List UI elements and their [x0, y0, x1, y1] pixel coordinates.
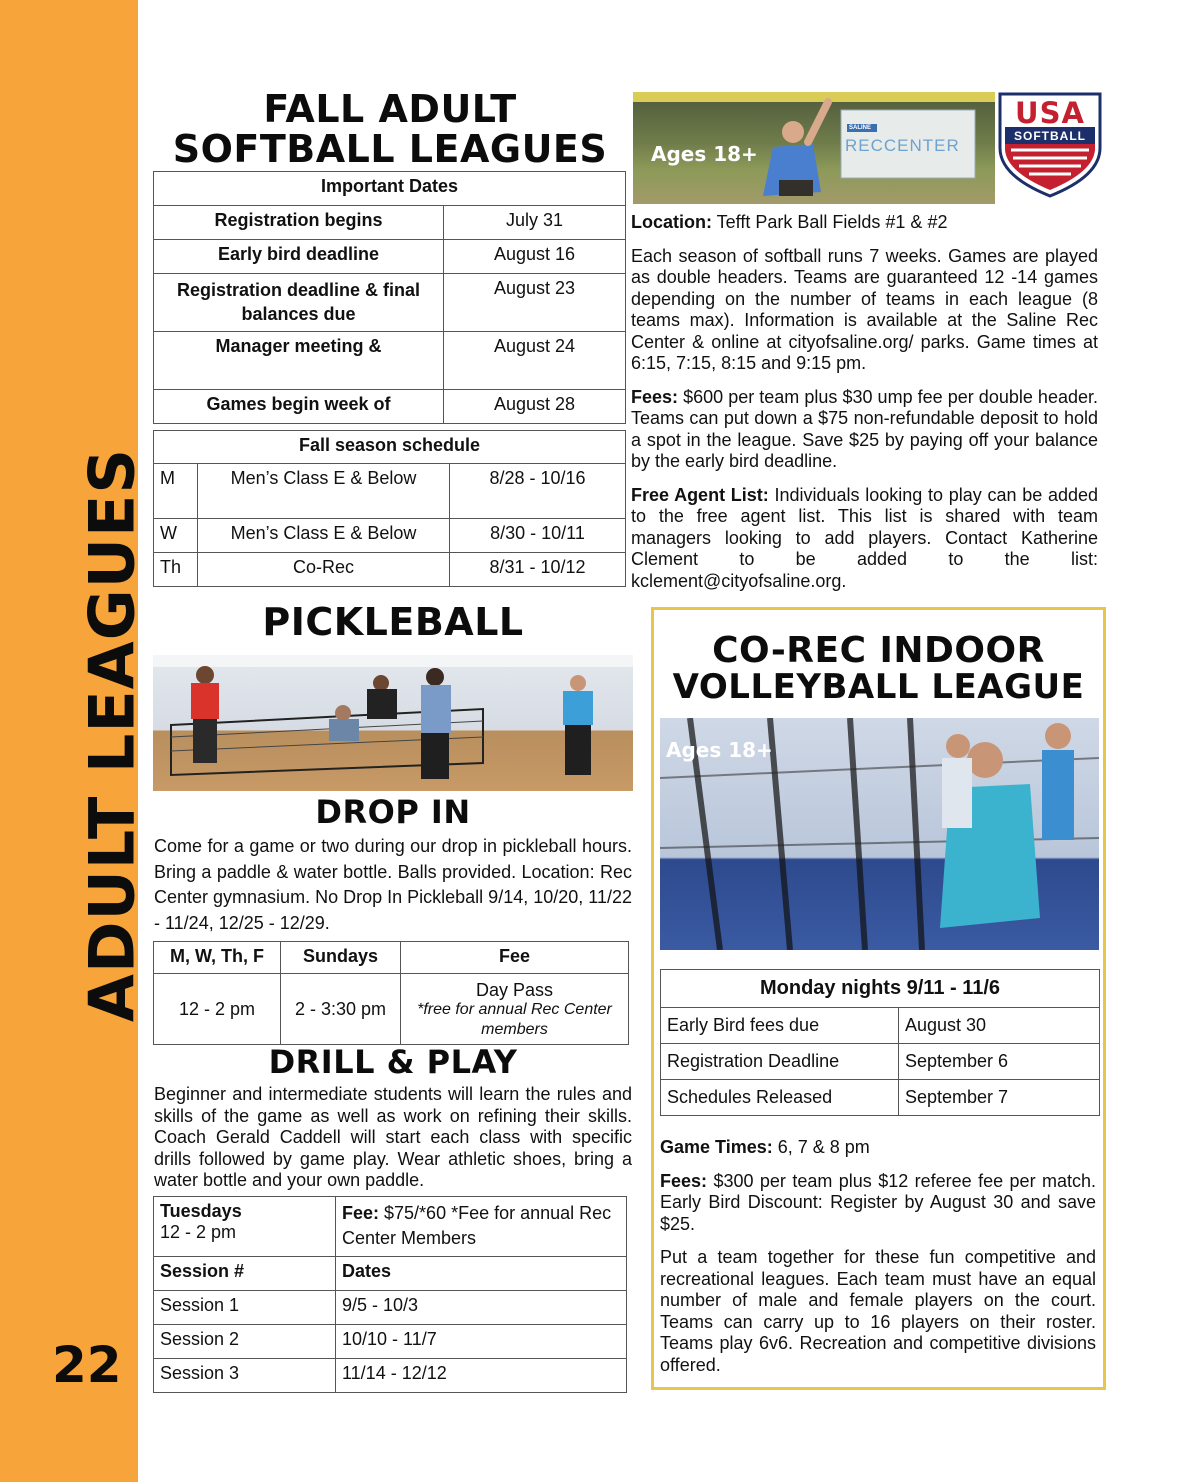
drop-in-title: DROP IN — [315, 793, 471, 831]
schedule-dates: 8/28 - 10/16 — [450, 464, 626, 519]
volleyball-row-date: September 7 — [899, 1080, 1100, 1116]
drill-time: 12 - 2 pm — [160, 1222, 237, 1242]
softball-description: Each season of softball runs 7 weeks. Games are played as double headers. Teams are guaranteed 12 -14 games depending on the number of teams in each league (8 teams max). Information is available at the Saline Rec Center & online at cityofsaline.org/ parks. Game times at 6:15, 7:15, 8:15 and 9:15 pm. — [631, 245, 1098, 373]
softball-info — [631, 212, 1098, 604]
volleyball-table — [660, 969, 1100, 1116]
drop-in-fee — [401, 974, 629, 1045]
date-value: August 28 — [444, 390, 626, 424]
table-row — [154, 1359, 627, 1393]
table-row — [661, 1044, 1100, 1080]
usa-logo-text: USA — [1015, 96, 1085, 130]
drop-in-text: Come for a game or two during our drop in pickleball hours. Bring a paddle & water bottle. Balls provided. Location: Rec Center gymnasium. No Drop In Pickleball 9/14, 10/20, 11/22 - 11/24, 12/25 - 12/29. — [154, 836, 632, 933]
date-value: July 31 — [444, 206, 626, 240]
session-dates: 9/5 - 10/3 — [336, 1291, 627, 1325]
usa-softball-logo — [997, 92, 1103, 198]
volleyball-photo — [660, 718, 1099, 950]
softball-logo-text: SOFTBALL — [1014, 129, 1086, 143]
table-row — [154, 553, 626, 587]
page-number: 22 — [52, 1336, 122, 1394]
header-cell: Session # — [154, 1257, 336, 1291]
session-dates: 11/14 - 12/12 — [336, 1359, 627, 1393]
softball-location: Location: Tefft Park Ball Fields #1 & #2 — [631, 212, 948, 232]
volleyball-row-date: August 30 — [899, 1008, 1100, 1044]
date-value: August 23 — [444, 274, 626, 332]
softball-title — [152, 87, 628, 171]
pickleball-title: PICKLEBALL — [262, 600, 524, 644]
session-dates: 10/10 - 11/7 — [336, 1325, 627, 1359]
schedule-league: Co-Rec — [198, 553, 450, 587]
date-label: Registration begins — [154, 206, 444, 240]
schedule-league: Men’s Class E & Below — [198, 464, 450, 519]
pickleball-photo — [153, 655, 633, 791]
header-cell: Dates — [336, 1257, 627, 1291]
date-label: Games begin week of — [154, 390, 444, 424]
rec-center-sign: RECCENTER — [845, 136, 960, 155]
fee-note: *free for annual Rec Center members — [417, 1001, 612, 1038]
softball-free-agent: Free Agent List: Individuals looking to play can be added to the free agent list. This list is shared with team managers looking to add players. Contact Katherine Clement to be added to the list: kclement@cityofsaline.org. — [631, 484, 1098, 591]
table-row — [154, 974, 629, 1045]
softball-title-line2: SOFTBALL LEAGUES — [172, 126, 608, 171]
drill-day: Tuesdays — [160, 1201, 242, 1221]
schedule-league: Men’s Class E & Below — [198, 519, 450, 553]
table-row — [661, 1008, 1100, 1044]
date-value: August 24 — [444, 332, 626, 390]
header-cell: M, W, Th, F — [154, 942, 281, 974]
softball-fees: Fees: $600 per team plus $30 ump fee per double header. Teams can put down a $75 non-refundable deposit to hold a spot in the league. Save $25 by paying off your balance by the early bird deadline. — [631, 386, 1098, 471]
fall-schedule-header: Fall season schedule — [154, 431, 626, 464]
table-row — [154, 332, 626, 390]
volleyball-table-header: Monday nights 9/11 - 11/6 — [661, 970, 1100, 1008]
volleyball-info — [660, 1137, 1096, 1388]
volleyball-fees: Fees: $300 per team plus $12 referee fee per match. Early Bird Discount: Register by August 30 and save $25. — [660, 1170, 1096, 1234]
volleyball-title-line2: VOLLEYBALL LEAGUE — [672, 666, 1085, 707]
table-row — [154, 390, 626, 424]
header-cell: Fee — [401, 942, 629, 974]
date-value: August 16 — [444, 240, 626, 274]
drill-fee: Fee: $75/*60 *Fee for annual Rec Center Members — [336, 1197, 627, 1257]
session-name: Session 2 — [154, 1325, 336, 1359]
schedule-day: M — [154, 464, 198, 519]
schedule-dates: 8/30 - 10/11 — [450, 519, 626, 553]
important-dates-table — [153, 171, 626, 424]
drop-in-time: 12 - 2 pm — [154, 974, 281, 1045]
schedule-dates: 8/31 - 10/12 — [450, 553, 626, 587]
softball-photo — [633, 92, 995, 204]
drill-play-text: Beginner and intermediate students will learn the rules and skills of the game as well as work on refining their skills. Coach Gerald Caddell will start each class with specific drills followed by game play. Wear athletic shoes, bring a water bottle and your own paddle. — [154, 1084, 632, 1190]
table-row — [154, 206, 626, 240]
volleyball-row-label: Schedules Released — [661, 1080, 899, 1116]
session-name: Session 3 — [154, 1359, 336, 1393]
softball-title-line1: FALL ADULT — [263, 87, 517, 131]
table-header-row — [154, 942, 629, 974]
table-row — [154, 1197, 627, 1257]
volleyball-title-line1: CO-REC INDOOR — [712, 630, 1045, 671]
fall-schedule-table — [153, 430, 626, 587]
table-row — [154, 240, 626, 274]
softball-ages-label: Ages 18+ — [651, 142, 758, 166]
volleyball-row-label: Early Bird fees due — [661, 1008, 899, 1044]
session-name: Session 1 — [154, 1291, 336, 1325]
drop-in-table — [153, 941, 629, 1045]
important-dates-header: Important Dates — [154, 172, 626, 206]
volleyball-row-date: September 6 — [899, 1044, 1100, 1080]
section-title-vertical: ADULT LEAGUES — [75, 448, 149, 1022]
table-row — [154, 519, 626, 553]
volleyball-ages-label: Ages 18+ — [666, 738, 773, 762]
table-row — [154, 464, 626, 519]
rec-center-sign-small: SALINE — [849, 125, 872, 131]
table-row — [154, 1291, 627, 1325]
table-row — [661, 1080, 1100, 1116]
schedule-day: W — [154, 519, 198, 553]
volleyball-title — [654, 632, 1103, 705]
drill-schedule — [154, 1197, 336, 1257]
drop-in-sunday-time: 2 - 3:30 pm — [281, 974, 401, 1045]
volleyball-description: Put a team together for these fun competitive and recreational leagues. Each team must have an equal number of male and female players on the court. Teams can carry up to 16 players on their roster. Teams play 6v6. Recreation and competitive divisions offered. — [660, 1247, 1096, 1375]
drill-play-title: DRILL & PLAY — [268, 1043, 518, 1081]
date-label: Registration deadline & final balances due — [154, 274, 444, 332]
table-row — [154, 274, 626, 332]
drill-play-table — [153, 1196, 627, 1393]
volleyball-row-label: Registration Deadline — [661, 1044, 899, 1080]
day-pass-label: Day Pass — [475, 980, 554, 1000]
table-header-row — [154, 1257, 627, 1291]
volleyball-game-times: Game Times: 6, 7 & 8 pm — [660, 1137, 870, 1157]
schedule-day: Th — [154, 553, 198, 587]
header-cell: Sundays — [281, 942, 401, 974]
table-row — [154, 1325, 627, 1359]
date-label: Early bird deadline — [154, 240, 444, 274]
pickleball-photo-illustration — [153, 655, 633, 791]
date-label: Manager meeting & — [154, 332, 444, 390]
